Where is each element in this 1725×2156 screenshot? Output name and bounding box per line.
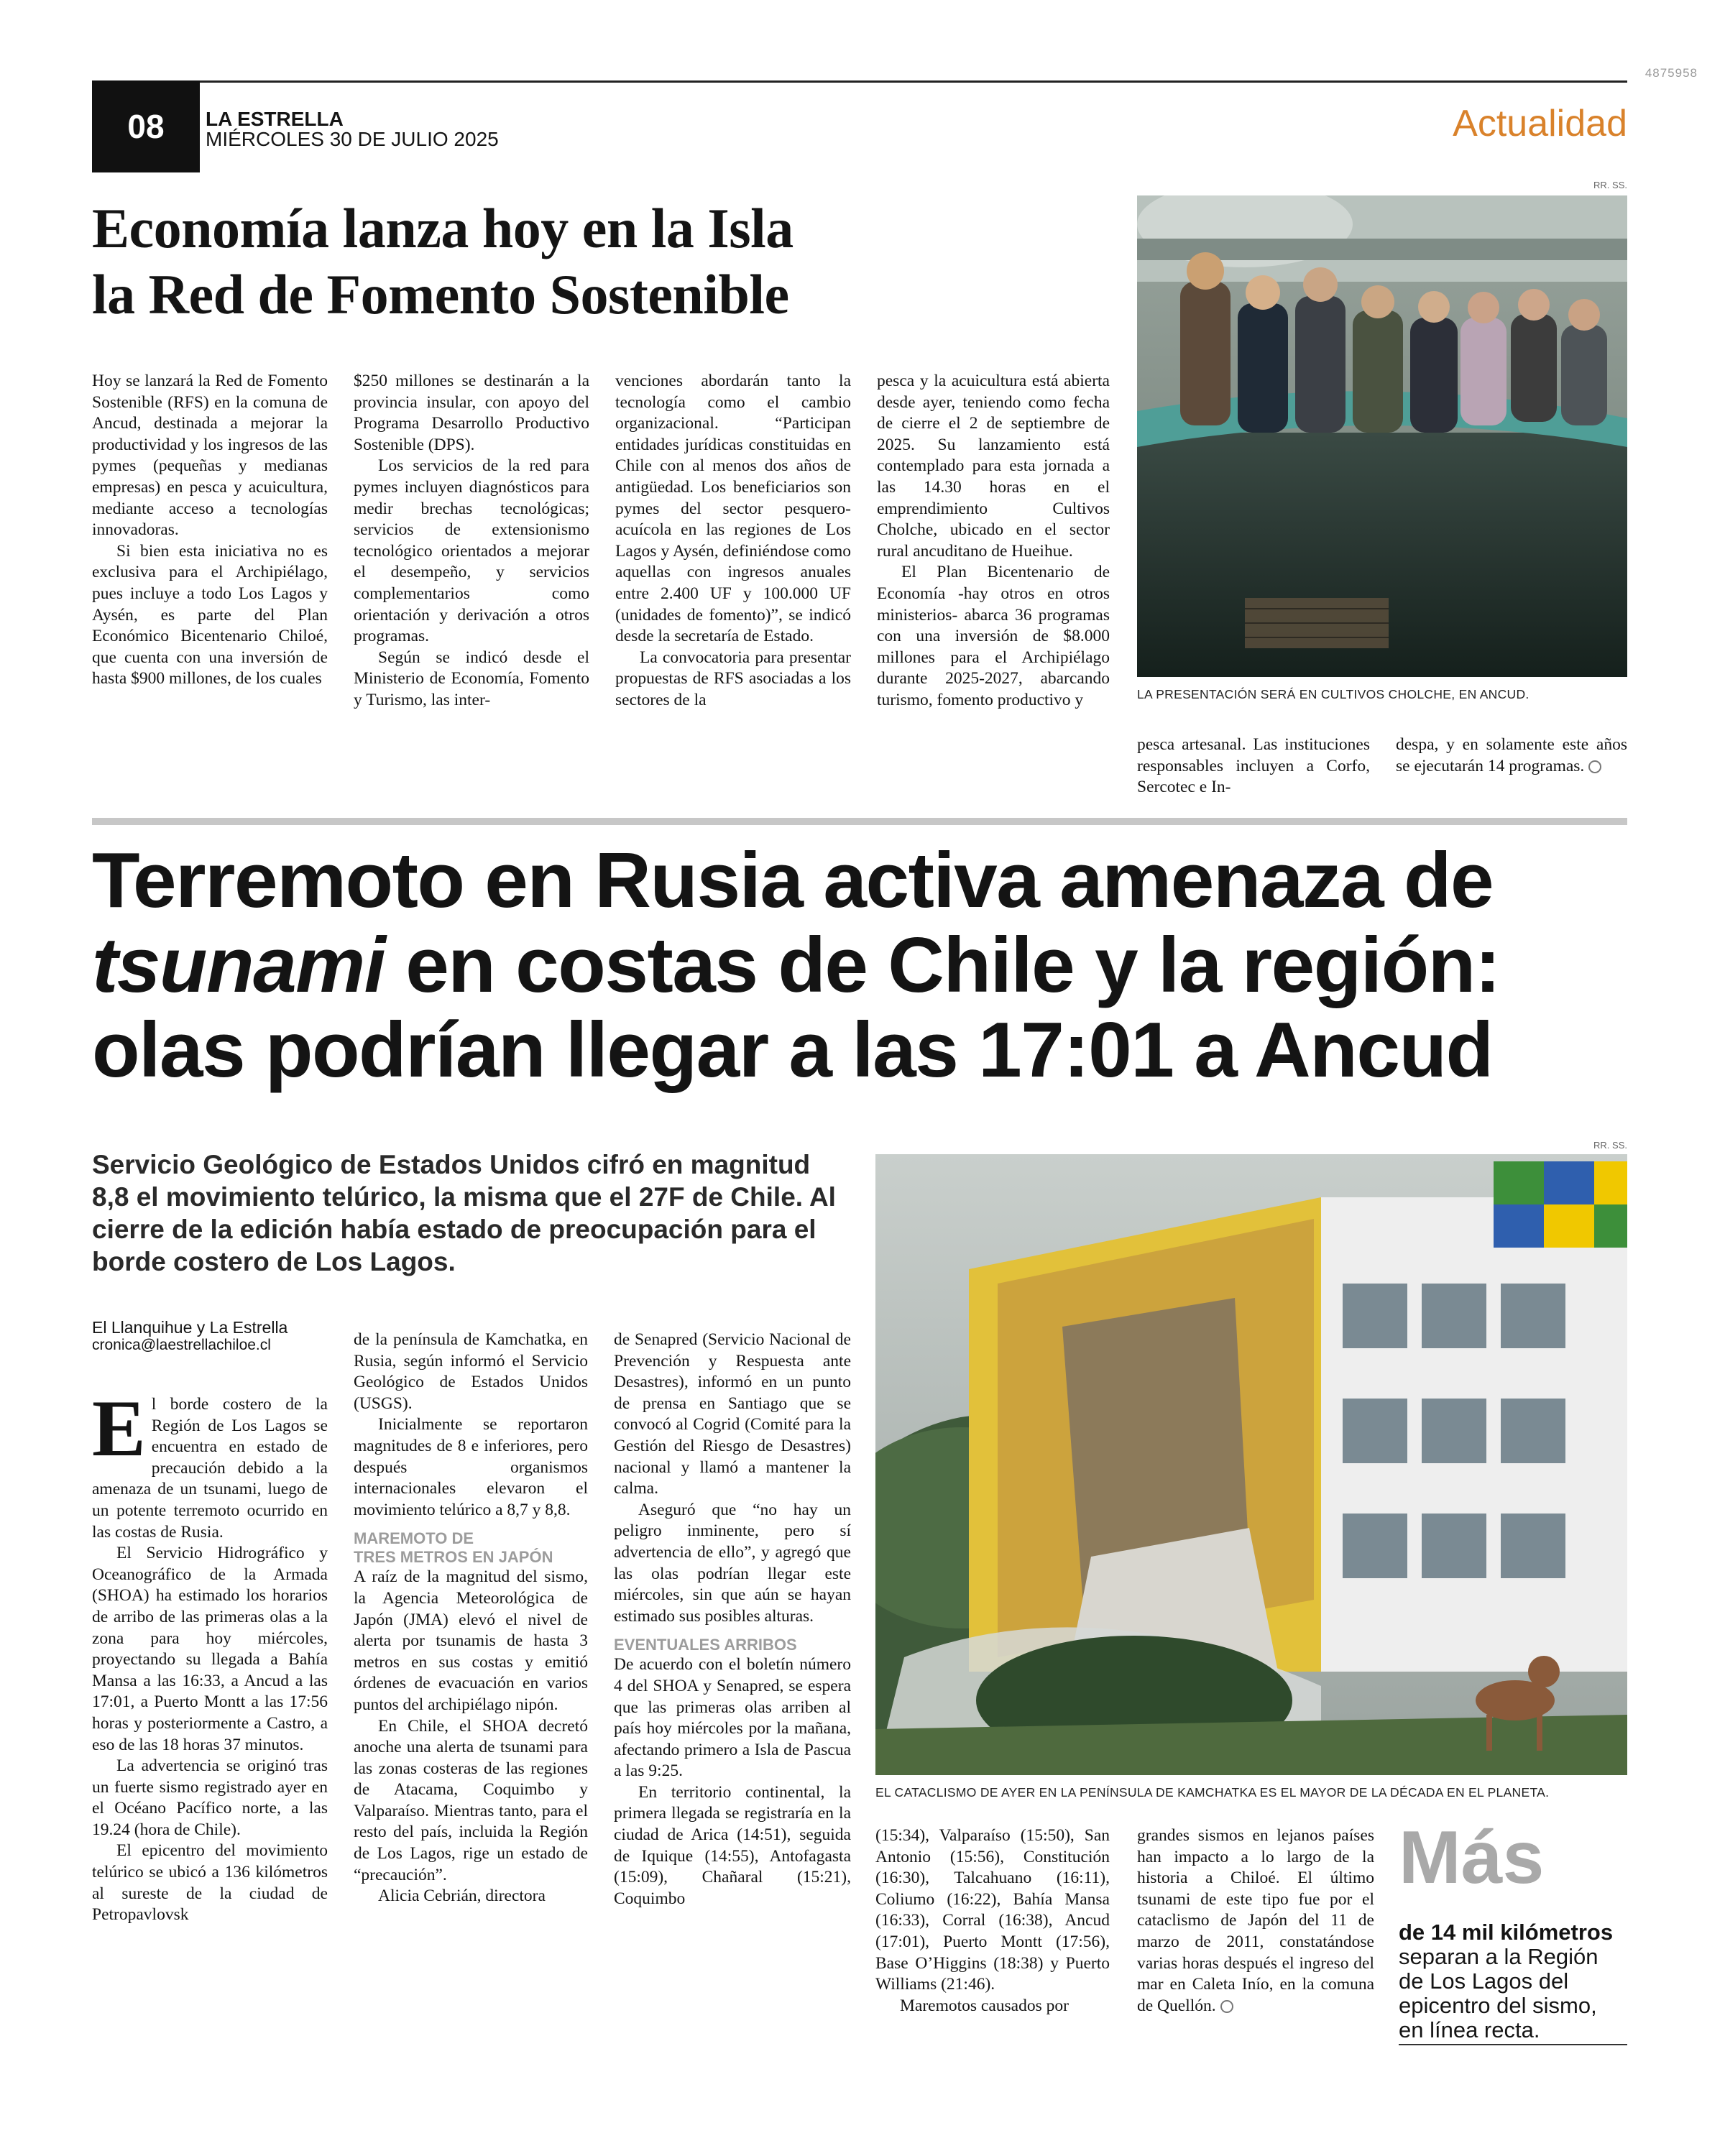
article2-column-4 [875, 1825, 1110, 2017]
paragraph: El epicentro del movimiento telúrico se ubicó a 136 kilómetros al sureste de la ciudad de Petropavlovsk [92, 1841, 328, 1925]
paragraph [1396, 734, 1627, 777]
header-rule [92, 80, 1627, 83]
subhead-maremoto [354, 1529, 588, 1567]
paragraph: En territorio continental, la primera llegada se registraría en la ciudad de Arica (14:51), seguida de Iquique (14:55), Antofagasta (15:09), Chañaral (15:21), Coquimbo [614, 1782, 851, 1908]
paragraph: A raíz de la magnitud del sismo, la Agencia Meteorológica de Japón (JMA) elevó el nivel de alerta por tsunamis de hasta 3 metros en sus costas y emitió órdenes de evacuación en varios puntos del archipiélago nipón. [354, 1567, 588, 1714]
paragraph: de la península de Kamchatka, en Rusia, según informó el Servicio Geológico de Estados Unidos (USGS). [354, 1330, 588, 1413]
paragraph [1137, 1825, 1374, 2017]
article2-column-3 [614, 1330, 851, 1909]
sidebar-mas-label: Más [1399, 1816, 1545, 1899]
photo-credit: RR. SS. [1593, 1140, 1627, 1151]
paragraph: De acuerdo con el boletín número 4 del SHOA y Senapred, se espera que las primeras olas arriben al país hoy miércoles por la mañana, afectando primero a Isla de Pascua a las 9:25. [614, 1655, 851, 1781]
section-divider [92, 818, 1627, 825]
article2-headline-line2 [92, 923, 1630, 1008]
article2-photo-caption: EL CATACLISMO DE AYER EN LA PENÍNSULA DE KAMCHATKA ES EL MAYOR DE LA DÉCADA EN EL PLANETA. [875, 1785, 1550, 1800]
paragraph: Inicialmente se reportaron magnitudes de 8 e inferiores, pero después organismos internacionales elevaron el movimiento telúrico a 8,7 y 8,8. [354, 1415, 588, 1519]
headline-italic-word: tsunami [92, 921, 385, 1009]
article2-photo [875, 1154, 1627, 1775]
paragraph: (15:34), Valparaíso (15:50), San Antonio (15:56), Constitución (16:30), Talcahuano (16:11), Coliumo (16:22), Bahía Mansa (16:33), Corral (16:38), Ancud (17:01), Puerto Montt (17:56), Base O’Higgins (18:38) y Puerto Williams (21:46). [875, 1826, 1110, 1994]
paragraph: venciones abordarán tanto la tecnología como el cambio organizacional. “Participan entidades jurídicas constituidas en Chile con al menos dos años de antigüedad. Los beneficiarios son pymes del sector pesquero-acuícola en las regiones de Los Lagos y Aysén, definiéndose como aquellas con ingresos anuales entre 2.400 UF y 100.000 UF (unidades de fomento)”, se indicó desde la secretaría de Estado. [615, 372, 851, 646]
article1-headline [92, 195, 1098, 328]
paragraph: Aseguró que “no hay un peligro inminente, pero sí advertencia de ello”, y agregó que las olas podrían llegar este miércoles, sin que aún se hayan estimado sus posibles alturas. [614, 1500, 851, 1626]
issue-date: MIÉRCOLES 30 DE JULIO 2025 [206, 128, 499, 150]
paragraph: pesca y la acuicultura está abierta desde ayer, teniendo como fecha de cierre el 2 de septiembre de 2025. Su lanzamiento está contemplado para esta jornada a las 14.30 horas en el emprendimiento Cultivos Cholche, ubicado en el sector rural ancuditano de Hueihue. [877, 372, 1110, 561]
paragraph: Los servicios de la red para pymes incluyen diagnósticos para medir brechas tecnológicas; servicios de extensionismo tecnológico orientados a mejorar el desempeño, y servicios complementarios como orientación y derivación a otros programas. [354, 456, 589, 646]
paragraph: Maremotos causados por [900, 1996, 1069, 2015]
article1-photo-caption: LA PRESENTACIÓN SERÁ EN CULTIVOS CHOLCHE, EN ANCUD. [1137, 687, 1530, 701]
sidebar-mas-rest: separan a la Región de Los Lagos del epicentro del sismo, en línea recta. [1399, 1944, 1598, 2042]
page-number: 08 [92, 80, 200, 172]
drop-cap: E [92, 1384, 146, 1473]
end-of-article-icon [1220, 2000, 1233, 2013]
paragraph: Según se indicó desde el Ministerio de Economía, Fomento y Turismo, las inter- [354, 648, 589, 709]
article2-headline-line1: Terremoto en Rusia activa amenaza de [92, 837, 1494, 924]
article2-headline-line3: olas podrían llegar a las 17:01 a Ancud [92, 1006, 1493, 1094]
subhead-line: TRES METROS EN JAPÓN [354, 1548, 553, 1567]
paragraph: de Senapred (Servicio Nacional de Prevención y Respuesta ante Desastres), informó en un punto de prensa en Santiago que se convocó al Cogrid (Comité para la Gestión del Riesgo de Desastres) nacional y llamó a mantener la calma. [614, 1330, 851, 1498]
paragraph: La convocatoria para presentar propuestas de RFS asociadas a los sectores de la [615, 648, 851, 709]
paragraph-text: l borde costero de la Región de Los Lagos se encuentra en estado de precaución debido a la amenaza de un tsunami, luego de un potente terremoto ocurrido en las costas de Rusia. [92, 1395, 328, 1542]
article1-column-2 [354, 371, 589, 711]
article2-column-5 [1137, 1825, 1374, 2017]
article2-column-1 [92, 1384, 328, 1926]
article1-column-3 [615, 371, 851, 711]
article1-column-6 [1396, 734, 1627, 777]
paragraph: Alicia Cebrián, directora [378, 1886, 546, 1906]
article1-column-5 [1137, 734, 1370, 798]
article2-headline [92, 838, 1630, 1092]
sidebar-rule [1399, 2044, 1627, 2045]
paragraph: El Plan Bicentenario de Economía -hay otros en otros ministerios- abarca 36 programas con una inversión de $8.000 millones para el Archipiélago durante 2025-2027, abarcando turismo, fomento productivo y [877, 563, 1110, 709]
subhead-line: MAREMOTO DE [354, 1529, 474, 1548]
article1-column-1 [92, 371, 328, 690]
end-of-article-icon [1588, 760, 1601, 773]
paper-name: LA ESTRELLA [206, 108, 344, 130]
paragraph: Si bien esta iniciativa no es exclusiva para el Archipiélago, pues incluye a todo Los Lagos y Aysén, es parte del Plan Económico Bicentenario Chiloé, que cuenta con una inversión de hasta $900 millones, de los cuales [92, 541, 328, 688]
article2-subtitle: Servicio Geológico de Estados Unidos cifró en magnitud 8,8 el movimiento telúrico, la misma que el 27F de Chile. Al cierre de la edición había estado de preocupación para el borde costero de Los Lagos. [92, 1150, 836, 1276]
section-label: Actualidad [1453, 103, 1627, 144]
sidebar-mas-text [1399, 1920, 1622, 2042]
damaged-building-photo-illustration [875, 1154, 1627, 1775]
article1-headline-line1: Economía lanza hoy en la Isla [92, 197, 794, 259]
article2-column-2 [354, 1330, 588, 1907]
paragraph: El Servicio Hidrográfico y Oceanográfico de la Armada (SHOA) ha estimado los horarios de arribo de las primeras olas a la zona para hoy miércoles, proyectando su llegada a Bahía Mansa a las 16:33, a Ancud a las 17:01, a Puerto Montt a las 17:56 horas y posteriormente a Castro, a eso de las 18 horas 37 minutos. [92, 1544, 328, 1754]
paragraph [92, 1384, 328, 1543]
article1-photo [1137, 195, 1627, 677]
article1-headline-line2: la Red de Fomento Sostenible [92, 263, 789, 326]
paragraph: Hoy se lanzará la Red de Fomento Sostenible (RFS) en la comuna de Ancud, destinada a mejorar la productividad y los ingresos de las pymes (pequeñas y medianas empresas) en pesca y acuicultura, mediante acceso a tecnologías innovadoras. [92, 372, 328, 540]
headline-line2-rest: en costas de Chile y la región: [385, 921, 1500, 1009]
document-id: 4875958 [1644, 66, 1698, 80]
photo-credit: RR. SS. [1593, 180, 1627, 190]
article1-column-4 [877, 371, 1110, 711]
paragraph: $250 millones se destinarán a la provincia insular, con apoyo del Programa Desarrollo Productivo Sostenible (DPS). [354, 372, 589, 454]
paragraph: En Chile, el SHOA decretó anoche una alerta de tsunami para las zonas costeras de las regiones de Atacama, Coquimbo y Valparaíso. Mientras tanto, para el resto del país, incluida la Región de Los Lagos, rige un estado de “precaución”. [354, 1716, 588, 1884]
sidebar-mas-bold: de 14 mil kilómetros [1399, 1920, 1614, 1945]
paragraph: La advertencia se originó tras un fuerte sismo registrado ayer en el Océano Pacífico norte, a las 19.24 (hora de Chile). [92, 1756, 328, 1839]
byline-email: cronica@laestrellachiloe.cl [92, 1337, 271, 1353]
subhead-arribos: EVENTUALES ARRIBOS [614, 1636, 797, 1654]
byline: El Llanquihue y La Estrella [92, 1318, 288, 1337]
paragraph: pesca artesanal. Las instituciones responsables incluyen a Corfo, Sercotec e In- [1137, 735, 1370, 797]
fish-farm-photo-illustration [1137, 195, 1627, 677]
paragraph-text: despa, y en solamente este años se ejecutarán 14 programas. [1396, 735, 1627, 775]
paragraph-text: grandes sismos en lejanos países han impacto a lo largo de la historia a Chiloé. El último tsunami de este tipo fue por el cataclismo de Japón del 11 de marzo de 2011, constatándose varias horas después el ingreso del mar en Caleta Inío, en la comuna de Quellón. [1137, 1826, 1374, 2015]
